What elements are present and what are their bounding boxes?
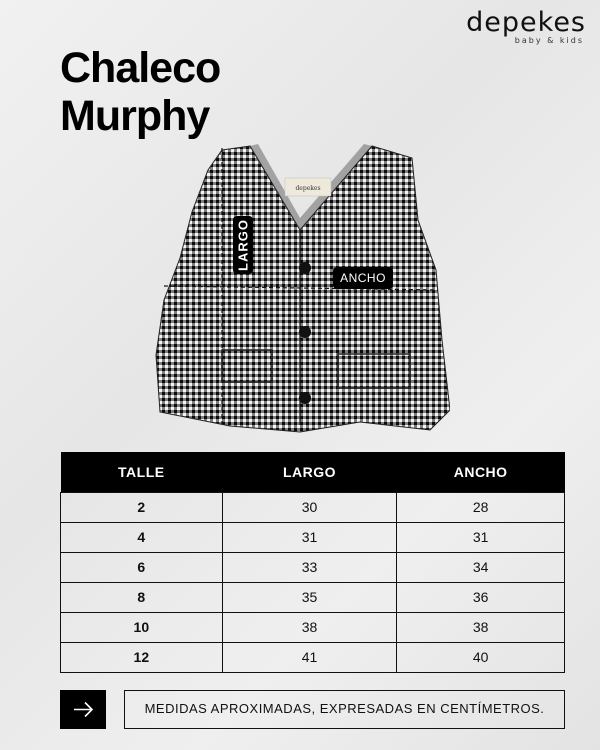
table-row — [61, 582, 565, 612]
size-table — [60, 452, 565, 673]
header-ancho: ANCHO — [397, 452, 565, 492]
header-talle: TALLE — [61, 452, 223, 492]
arrow-button[interactable] — [60, 690, 106, 729]
cell-talle: 10 — [61, 612, 223, 642]
table-header-row — [61, 452, 565, 492]
product-title-line2: Murphy — [60, 92, 210, 140]
cell-largo: 33 — [222, 552, 397, 582]
cell-ancho: 31 — [397, 522, 565, 552]
brand-logo — [466, 8, 586, 45]
table-row — [61, 612, 565, 642]
cell-ancho: 38 — [397, 612, 565, 642]
cell-talle: 4 — [61, 522, 223, 552]
table-row — [61, 552, 565, 582]
cell-ancho: 36 — [397, 582, 565, 612]
vest-photo — [150, 140, 450, 435]
cell-largo: 31 — [222, 522, 397, 552]
cell-ancho: 34 — [397, 552, 565, 582]
cell-talle: 12 — [61, 642, 223, 672]
largo-label: LARGO — [233, 216, 253, 274]
cell-largo: 41 — [222, 642, 397, 672]
cell-ancho: 28 — [397, 492, 565, 522]
table-row — [61, 522, 565, 552]
arrow-right-icon — [60, 690, 106, 729]
vest-button — [299, 326, 311, 338]
brand-tagline: baby & kids — [514, 36, 584, 45]
header-largo: LARGO — [222, 452, 397, 492]
product-title-line1: Chaleco — [60, 44, 221, 92]
table-row — [61, 492, 565, 522]
vest-button — [299, 262, 311, 274]
cell-talle: 8 — [61, 582, 223, 612]
cell-largo: 30 — [222, 492, 397, 522]
brand-name: depekes — [466, 7, 586, 38]
ancho-label: ANCHO — [333, 267, 393, 289]
measurement-note: MEDIDAS APROXIMADAS, EXPRESADAS EN CENTÍMETROS. — [124, 690, 565, 729]
product-title — [60, 44, 220, 140]
cell-largo: 35 — [222, 582, 397, 612]
cell-ancho: 40 — [397, 642, 565, 672]
vest-button — [299, 392, 311, 404]
cell-largo: 38 — [222, 612, 397, 642]
cell-talle: 2 — [61, 492, 223, 522]
cell-talle: 6 — [61, 552, 223, 582]
svg-text:depekes: depekes — [295, 185, 321, 192]
table-row — [61, 642, 565, 672]
